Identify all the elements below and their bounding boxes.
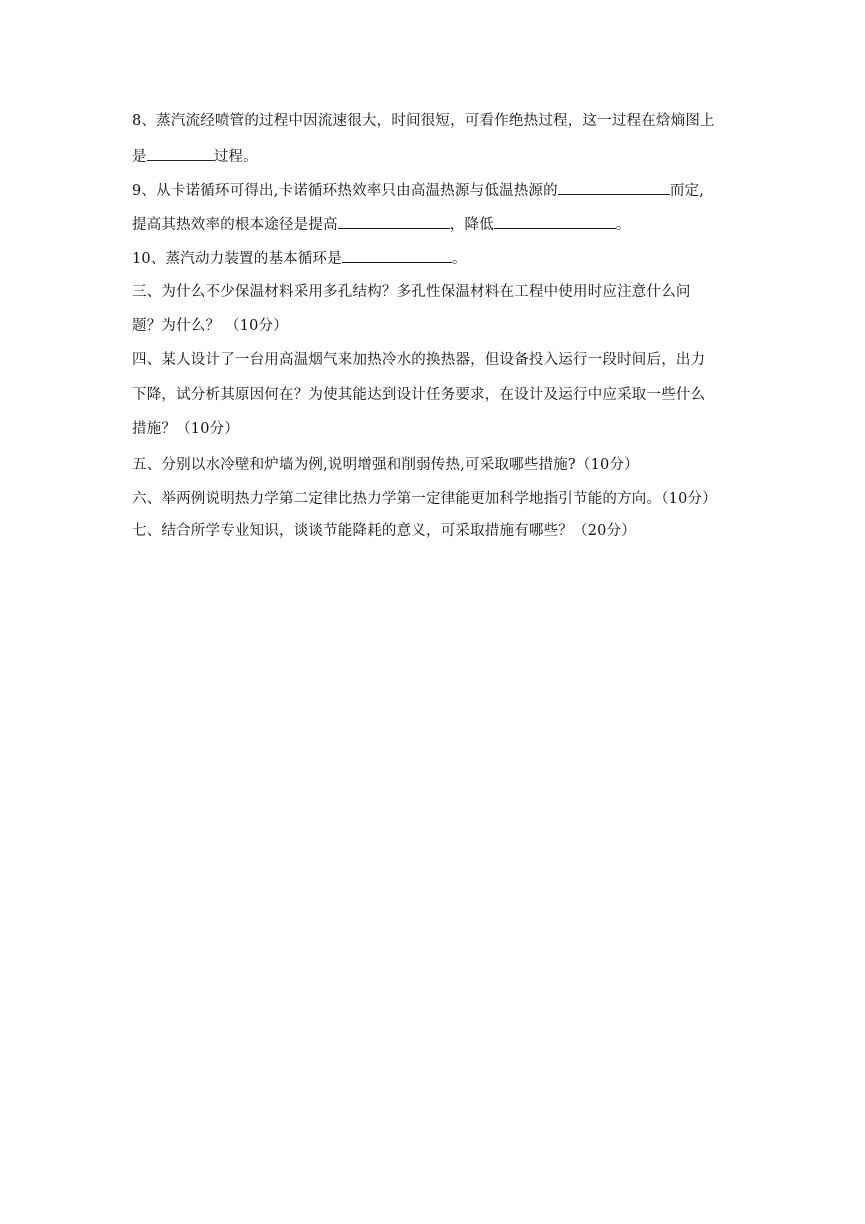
question-9-line-2	[132, 214, 631, 235]
question-9-line-1	[132, 180, 704, 201]
question-9-text: 9、从卡诺循环可得出,卡诺循环热效率只由高温热源与低温热源的	[132, 183, 558, 199]
section-6-line	[132, 489, 717, 509]
answer-blank-q9-3[interactable]	[494, 214, 616, 229]
answer-blank-q9-1[interactable]	[558, 180, 670, 195]
section-4-line-1	[132, 350, 705, 370]
section-6-text: 六、举两例说明热力学第二定律比热力学第一定律能更加科学地指引节能的方向。（10分）	[132, 491, 717, 507]
question-9-suffix: 而定,	[669, 183, 705, 199]
section-4-text-1: 四、某人设计了一台用高温烟气来加热冷水的换热器，但设备投入运行一段时间后，出力	[132, 352, 706, 368]
question-8-line-2	[132, 146, 258, 167]
question-9-line2-suffix: 。	[615, 217, 631, 233]
answer-blank-q10[interactable]	[342, 248, 452, 263]
section-3-text-2: 题？为什么？ （10分）	[132, 318, 288, 334]
question-8-text: 8、蒸汽流经喷管的过程中因流速很大，时间很短，可看作绝热过程，这一过程在焓熵图上	[132, 113, 715, 129]
section-7-text: 七、结合所学专业知识，谈谈节能降耗的意义，可采取措施有哪些？（20分）	[132, 523, 636, 539]
question-10-text: 10、蒸汽动力装置的基本循环是	[132, 251, 342, 267]
question-8-line-1	[132, 111, 715, 131]
section-5-text: 五、分别以水冷壁和炉墙为例,说明增强和削弱传热,可采取哪些措施?（10分）	[132, 457, 639, 473]
section-4-line-2	[132, 385, 705, 405]
section-4-line-3	[132, 419, 239, 439]
question-10-line	[132, 248, 467, 269]
section-3-line-2	[132, 316, 288, 336]
question-9-line2-prefix: 提高其热效率的根本途径是提高	[132, 217, 338, 233]
answer-blank-q9-2[interactable]	[338, 214, 450, 229]
section-3-line-1	[132, 282, 691, 302]
section-3-text-1: 三、为什么不少保温材料采用多孔结构？多孔性保温材料在工程中使用时应注意什么问	[132, 284, 691, 300]
question-8-prefix: 是	[132, 149, 147, 165]
question-8-suffix: 过程。	[213, 149, 258, 165]
question-10-suffix: 。	[451, 251, 467, 267]
section-7-line	[132, 521, 636, 541]
section-4-text-3: 措施？（10分）	[132, 421, 240, 437]
question-9-line2-mid: ，降低	[449, 217, 494, 233]
section-5-line	[132, 455, 639, 475]
answer-blank-q8[interactable]	[147, 146, 214, 161]
section-4-text-2: 下降，试分析其原因何在？为使其能达到设计任务要求，在设计及运行中应采取一些什么	[132, 387, 706, 403]
